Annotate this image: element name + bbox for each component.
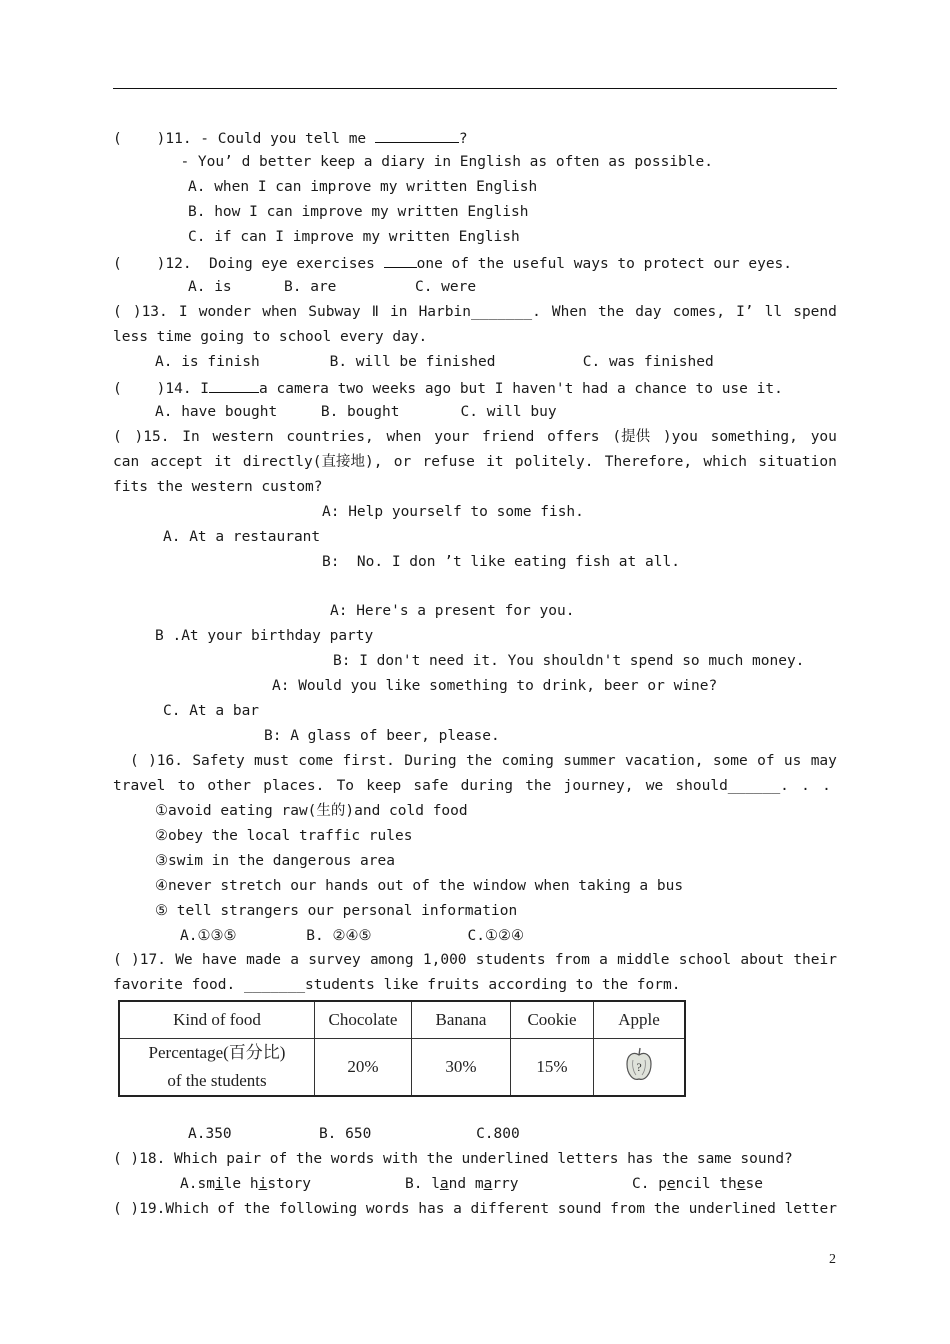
cell-chocolate: 20% [315,1039,412,1097]
cell-banana: 30% [412,1039,511,1097]
q19-line1: ( )19.Which of the following words has a different sound from the underlined letter [113,1201,837,1217]
q15-option-b: B .At your birthday party [155,628,374,644]
q13-line1: ( )13. I wonder when Subway Ⅱ in Harbin_______. When the day comes, I’ ll spend [113,304,837,320]
cell-cookie: 15% [511,1039,594,1097]
q15-c-dialog-1: A: Would you like something to drink, beer or wine? [272,678,718,694]
q11-option-b: B. how I can improve my written English [188,204,529,220]
q17-line1: ( )17. We have made a survey among 1,000 students from a middle school about their [113,952,837,968]
header-chocolate: Chocolate [315,1001,412,1039]
q18-option-c: C. pencil these [632,1176,763,1192]
apple-question-mark: ? [636,1059,642,1074]
q17-line2: favorite food. _______students like fruits according to the form. [113,977,681,993]
food-survey-table [118,1000,686,1097]
header-cookie: Cookie [511,1001,594,1039]
q15-line1: ( )15. In western countries, when your friend offers (提供 )you something, you [113,429,837,445]
cell-apple [594,1039,686,1097]
q15-option-c: C. At a bar [163,703,260,719]
q16-line2: travel to other places. To keep safe during the journey, we should______. . . [113,778,831,794]
q15-b-dialog-2: B: I don't need it. You shouldn't spend so much money. [333,653,805,669]
q16-item-5: ⑤ tell strangers our personal information [155,903,518,919]
q16-item-3: ③swim in the dangerous area [155,853,395,869]
header-kind-of-food: Kind of food [119,1001,315,1039]
header-rule [113,88,837,89]
answer-blank [375,128,459,143]
q16-line1: ( )16. Safety must come first. During the coming summer vacation, some of us may [130,753,837,769]
q11-answer: - You’ d better keep a diary in English as often as possible. [163,154,713,170]
page-number: 2 [829,1252,836,1267]
q15-a-dialog-1: A: Help yourself to some fish. [322,504,584,520]
q18-line1: ( )18. Which pair of the words with the underlined letters has the same sound? [113,1151,793,1167]
header-banana: Banana [412,1001,511,1039]
q13-line2: less time going to school every day. [113,329,428,345]
q16-item-4: ④never stretch our hands out of the window when taking a bus [155,878,684,894]
q18-option-a: A.smile history [180,1176,311,1192]
table-header-row [119,1001,685,1039]
answer-blank [209,378,259,393]
q11-stem: ( )11. - Could you tell me ? [113,128,468,148]
q15-line3: fits the western custom? [113,479,323,495]
header-apple: Apple [594,1001,686,1039]
q15-c-dialog-2: B: A glass of beer, please. [264,728,500,744]
table-row [119,1039,685,1097]
answer-blank [384,253,417,268]
row-label-percentage: Percentage(百分比) of the students [119,1039,315,1097]
q17-options: A.350 B. 650 C.800 [188,1126,520,1142]
q13-options: A. is finish B. will be finished C. was finished [155,354,714,370]
q16-item-2: ②obey the local traffic rules [155,828,413,844]
q15-option-a: A. At a restaurant [163,529,321,545]
apple-icon [624,1046,654,1084]
q15-a-dialog-2: B: No. I don ’t like eating fish at all. [322,554,680,570]
q11-option-c: C. if can I improve my written English [188,229,520,245]
q15-b-dialog-1: A: Here's a present for you. [330,603,575,619]
q14-options: A. have bought B. bought C. will buy [155,404,557,420]
q18-option-b: B. land marry [405,1176,519,1192]
q16-options: A.①③⑤ B. ②④⑤ C.①②④ [180,928,524,944]
q15-line2: can accept it directly(直接地), or refuse it politely. Therefore, which situation [113,454,837,470]
q11-option-a: A. when I can improve my written English [188,179,538,195]
q16-item-1: ①avoid eating raw(生的)and cold food [155,803,468,819]
q12-options: A. is B. are C. were [188,279,477,295]
q14-stem: ( )14. I a camera two weeks ago but I haven't had a chance to use it. [113,378,783,398]
q12-stem: ( )12. Doing eye exercises one of the useful ways to protect our eyes. [113,253,792,273]
